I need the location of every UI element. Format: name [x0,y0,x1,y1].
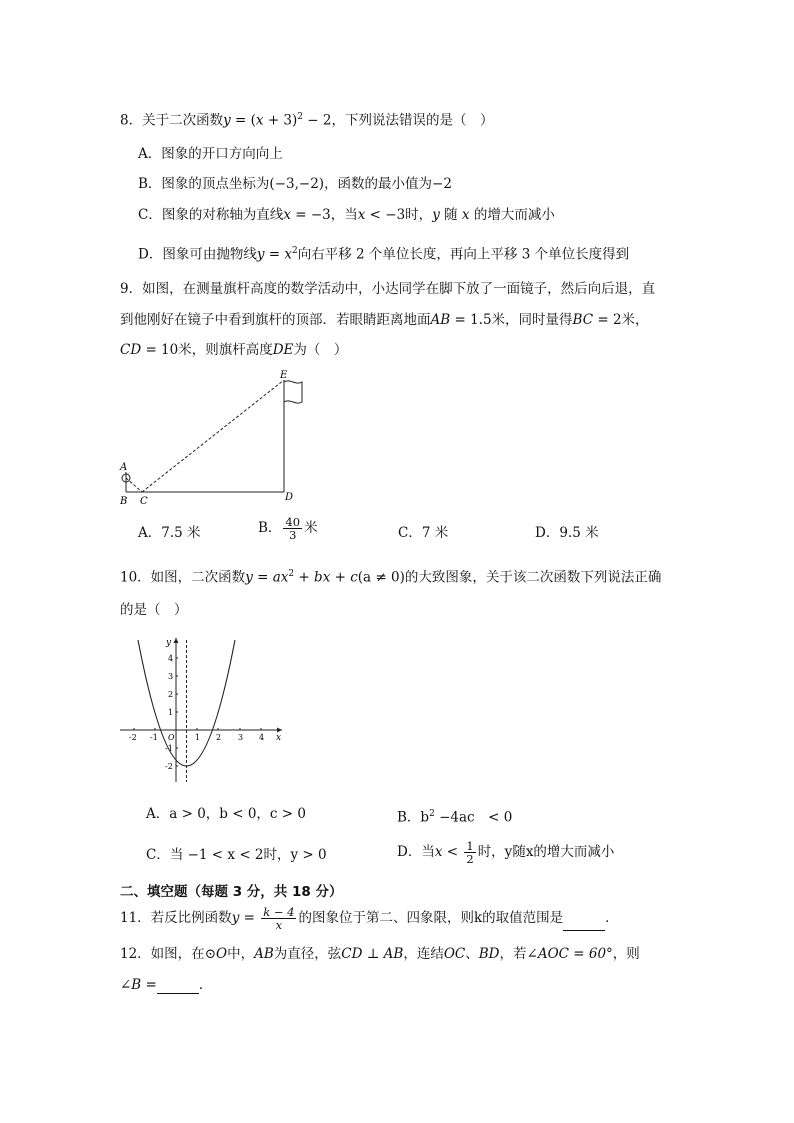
q12-pre: 12．如图，在 [120,946,205,962]
q10-line1-plus2: + [330,569,351,586]
q12-mid1: 中， [227,946,255,962]
q9-line3-de: DE [272,342,294,358]
q8-func-exp: 2 [297,112,304,122]
q11-post: 的图象位于第二、四象限，则k的取值范围是 [298,910,564,926]
q10-line1-plus1: + [294,569,315,586]
q10-option-a-text: A．a > 0，b < 0，c > 0 [146,806,306,822]
q8-option-a [138,145,283,163]
q12-mid4: ，若 [499,946,527,962]
q10-line1-eq: = [252,569,273,586]
q9-label-b: B [120,496,128,507]
q8-option-d-y: y [256,246,265,263]
q12-answer-blank[interactable] [157,979,199,994]
q10-line1-ax: ax [272,569,289,586]
q8-option-b-pre: B．图象的顶点坐标为 [138,176,270,192]
q10-y-tick-label: 2 [168,690,174,699]
q9-option-b-den: 3 [289,528,297,542]
q10-x-axis-arrow [277,728,282,733]
q10-stem-line2 [120,601,188,619]
q8-option-c-pre: C．图象的对称轴为直线 [138,207,284,223]
q8-option-c-x1: x [283,207,291,223]
q8-func-eq: = ( [230,112,256,129]
q10-option-c [146,846,327,864]
q8-func-y: y [223,112,231,129]
q10-y-label: y [166,638,172,648]
q10-line1-y: y [245,569,253,586]
q9-option-b-pre: B． [258,520,282,536]
q10-option-d-post: 时，y随x的增大而减小 [477,844,615,860]
q9-line2-pre: 到他刚好在镜子中看到旗杆的顶部．若眼睛距离地面 [120,312,431,328]
q8-option-b-coord: (−3,−2) [269,176,325,192]
q10-line1-cond: (a ≠ 0) [357,569,405,586]
q8-option-d [138,242,629,264]
q8-func-tail: − 2，下列说法错误的是（ ） [303,112,494,129]
q8-option-c-eq: = −3，当 [290,207,358,223]
section-heading-fill-in: 二、填空题（每题 3 分，共 18 分） [120,884,343,900]
q12-cd-perp-ab: CD ⊥ AB [341,946,404,962]
q10-line1-pre: 10．如图，二次函数 [120,569,246,586]
q10-x-label: x [276,733,282,743]
q9-line3-cd: CD [120,342,142,358]
q8-option-d-x: x [284,246,292,263]
q10-option-d-lt: < [442,844,463,860]
q9-line3-post: 为（ ） [293,342,348,358]
q10-option-d-den: 2 [466,852,474,866]
q11-den: x [275,918,283,932]
q10-line1-bx: bx [314,569,331,586]
q8-option-c-lt: < −3时， [365,207,433,223]
q9-option-a-text: A．7.5 米 [138,525,201,541]
q10-x-tick-label: -2 [129,733,137,742]
q9-stem-line2 [120,311,649,329]
q9-line2-ab: AB [430,312,451,328]
q10-x-tick-label: 2 [216,733,222,742]
q8-option-a-text: A．图象的开口方向向上 [138,146,283,162]
q12-mid3: ，连结 [403,946,444,962]
q10-option-d-num: 1 [466,839,474,853]
q9-stem-line1 [120,280,655,298]
q9-option-a [138,524,201,542]
q9-option-b-num: 40 [285,515,301,529]
q10-y-tick-label: 1 [168,708,174,717]
q11-y: y [231,910,240,926]
q9-option-b-post: 米 [304,520,318,536]
q8-option-c-post: 的增大而减小 [469,207,555,223]
q8-option-d-eq: = [264,246,285,263]
q8-option-d-exp: 2 [292,246,298,256]
q9-line3-cd-val: = 10米，则旗杆高度 [141,342,273,358]
q10-x-tick-label: 4 [259,733,265,742]
q10-x-tick-label: 3 [238,733,244,742]
q10-option-b-exp: 2 [429,809,435,819]
q10-line2-text: 的是（ ） [120,602,188,618]
q12-ab: AB [254,946,274,962]
q12-bd: BD [478,946,500,962]
q10-y-tick-label: -1 [165,744,173,753]
q8-stem-text: 8．关于二次函数 [120,112,224,129]
q9-label-c: C [140,496,148,507]
q9-label-d: D [285,492,294,503]
q11-stem [120,906,619,931]
q10-option-d-pre: D．当 [397,844,435,860]
q10-y-axis-arrow [174,638,179,643]
q9-line2-ab-val: = 1.5米，同时量得 [450,312,573,328]
q9-option-b [258,516,318,541]
q9-stem-line3 [120,341,347,359]
q10-option-b [397,805,512,827]
q10-y-tick-label: 3 [168,672,174,681]
q11-num: k − 4 [263,905,295,919]
q10-option-d-fraction [464,840,475,865]
q10-option-b-pre: B．b [397,809,430,826]
q8-func-rest: + 3) [263,112,298,129]
q8-option-d-pre: D．图象可由抛物线 [138,246,257,263]
q12-post: ，则 [612,946,640,962]
q9-line2-bc-val: = 2米， [593,312,649,328]
q12-end: ． [198,977,213,993]
q8-option-d-post: 向右平移 2 个单位长度，再向上平移 3 个单位长度得到 [297,246,630,263]
q10-stem-line1 [120,565,661,587]
q11-end: ． [605,910,619,926]
q10-line1-c: c [350,569,358,586]
q10-option-d-x: x [434,844,443,860]
q12-stem-line2 [120,976,212,994]
q10-y-tick-label: -2 [165,762,173,771]
q10-option-c-text: C．当 −1 < x < 2时，y > 0 [146,847,327,863]
q8-func-x: x [255,112,264,129]
q9-line2-bc: BC [572,312,594,328]
q10-option-d [397,840,614,865]
q11-eq: = [239,910,260,926]
q9-option-b-fraction [283,516,302,541]
q10-x-tick-label: -1 [150,733,158,742]
q10-parabola-graph [116,632,288,784]
q11-fraction [261,906,296,931]
q9-label-e: E [280,370,288,381]
q12-sep: 、 [465,946,479,962]
q9-flagpole-figure [110,368,310,508]
q9-option-c-text: C．7 米 [398,525,449,541]
q12-oc: OC [443,946,466,962]
q8-option-c-x2: x [357,207,366,223]
q9-option-c [398,524,448,542]
q9-option-d [535,524,599,542]
q8-option-b [138,175,452,193]
q12-angle-aoc: ∠AOC = 60° [526,946,613,962]
q10-option-b-post: −4ac < 0 [434,809,513,826]
q8-option-c-x3: x [461,207,470,223]
q12-circle-o: ⊙O [204,946,228,962]
q8-option-c [138,206,555,224]
q8-option-c-mid: 随 [439,207,462,223]
q12-angle-b: ∠B = [120,977,157,993]
q9-option-d-text: D．9.5 米 [535,525,599,541]
q12-mid2: 为直径，弦 [273,946,342,962]
q11-answer-blank[interactable] [563,916,605,931]
q9-sight-ce [142,380,284,492]
q10-option-a [146,805,306,823]
q9-label-a: A [120,462,128,473]
q12-stem-line1 [120,945,640,963]
q8-option-c-y: y [432,207,440,223]
q8-stem [120,108,494,130]
q10-line1-exp: 2 [288,569,295,579]
q8-option-b-post: ，函数的最小值为−2 [324,176,452,192]
q9-sight-ac [126,478,142,492]
q9-flag [284,381,302,403]
q11-pre: 11．若反比例函数 [120,910,232,926]
q9-line1-text: 9．如图，在测量旗杆高度的数学活动中，小达同学在脚下放了一面镜子，然后向后退，直 [120,281,656,297]
q10-origin-label: O [168,733,175,742]
q10-line1-post: 的大致图象，关于该二次函数下列说法正确 [404,569,662,586]
q10-x-tick-label: 1 [195,733,201,742]
q10-y-tick-label: 4 [168,654,174,663]
